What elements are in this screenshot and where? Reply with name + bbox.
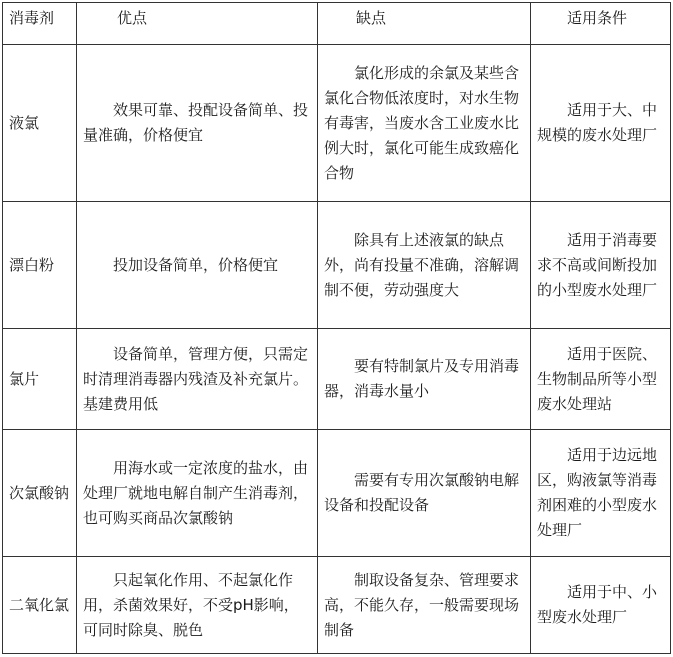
disadvantages-cell: 要有特制氯片及专用消毒器，消毒水量小 xyxy=(318,329,531,430)
table-row xyxy=(3,202,671,329)
disinfectant-name: 氯片 xyxy=(3,329,77,430)
table-row xyxy=(3,430,671,557)
conditions-cell: 适用于医院、生物制品所等小型废水处理站 xyxy=(531,329,671,430)
disinfectant-name: 二氧化氯 xyxy=(3,557,77,654)
advantages-cell: 用海水或一定浓度的盐水，由处理厂就地电解自制产生消毒剂，也可购买商品次氯酸钠 xyxy=(77,430,318,557)
table-header-row xyxy=(3,3,671,45)
disinfectant-comparison-table xyxy=(2,2,671,654)
table-row xyxy=(3,557,671,654)
advantages-cell: 投加设备简单，价格便宜 xyxy=(77,202,318,329)
disinfectant-name: 漂白粉 xyxy=(3,202,77,329)
conditions-cell: 适用于边远地区，购液氯等消毒剂困难的小型废水处理厂 xyxy=(531,430,671,557)
table-row xyxy=(3,45,671,202)
disadvantages-cell: 氯化形成的余氯及某些含氯化合物低浓度时，对水生物有毒害，当废水含工业废水比例大时，氯化可能生成致癌化合物 xyxy=(318,45,531,202)
header-disadvantages: 缺点 xyxy=(318,3,531,45)
conditions-cell: 适用于消毒要求不高或间断投加的小型废水处理厂 xyxy=(531,202,671,329)
disadvantages-cell: 除具有上述液氯的缺点外，尚有投量不准确，溶解调制不便，劳动强度大 xyxy=(318,202,531,329)
conditions-cell: 适用于大、中规模的废水处理厂 xyxy=(531,45,671,202)
header-advantages: 优点 xyxy=(77,3,318,45)
header-disinfectant: 消毒剂 xyxy=(3,3,77,45)
disadvantages-cell: 制取设备复杂、管理要求高，不能久存，一般需要现场制备 xyxy=(318,557,531,654)
table-row xyxy=(3,329,671,430)
header-conditions: 适用条件 xyxy=(531,3,671,45)
advantages-cell: 只起氧化作用、不起氯化作用，杀菌效果好，不受pH影响，可同时除臭、脱色 xyxy=(77,557,318,654)
disadvantages-cell: 需要有专用次氯酸钠电解设备和投配设备 xyxy=(318,430,531,557)
conditions-cell: 适用于中、小型废水处理厂 xyxy=(531,557,671,654)
advantages-cell: 设备简单，管理方便，只需定时清理消毒器内残渣及补充氯片。基建费用低 xyxy=(77,329,318,430)
advantages-cell: 效果可靠、投配设备简单、投量准确，价格便宜 xyxy=(77,45,318,202)
disinfectant-name: 液氯 xyxy=(3,45,77,202)
disinfectant-name: 次氯酸钠 xyxy=(3,430,77,557)
